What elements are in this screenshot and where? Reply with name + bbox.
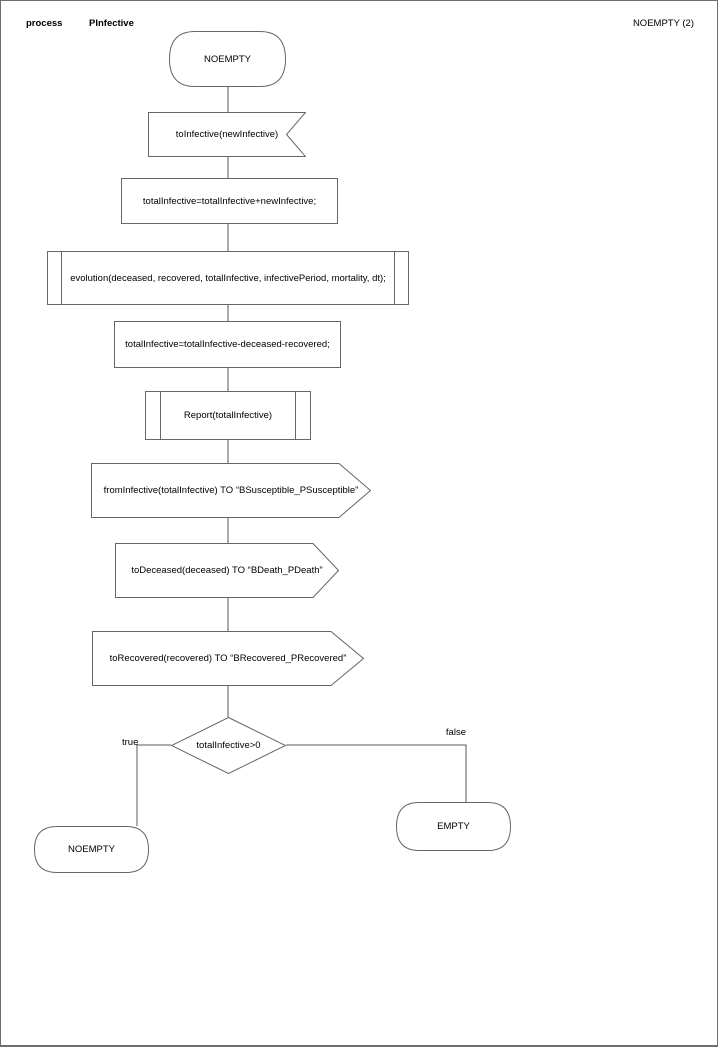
input-signal-label: toInfective(newInfective) (175, 129, 279, 140)
output-to-deceased-label: toDeceased(deceased) TO “BDeath_PDeath” (131, 565, 323, 576)
decision-node[interactable] (171, 717, 286, 774)
state-noempty-label: NOEMPTY (68, 844, 115, 855)
input-signal-node[interactable] (148, 112, 306, 157)
state-empty-label: EMPTY (437, 821, 470, 832)
task-decrease-label: totalInfective=totalInfective-deceased-recovered; (125, 339, 330, 350)
connector-branch-true (137, 745, 171, 826)
output-node-to-recovered[interactable] (92, 631, 364, 686)
diagram-kind-label: process (26, 18, 63, 29)
procedure-node-report[interactable] (145, 391, 311, 440)
output-from-infective-label: fromInfective(totalInfective) TO “BSusceptible_PSusceptible” (103, 485, 359, 496)
decision-condition-label: totalInfective>0 (196, 740, 261, 751)
task-node-decrease[interactable] (114, 321, 341, 368)
state-page-label: NOEMPTY (2) (632, 18, 694, 29)
output-node-from-infective[interactable] (91, 463, 371, 518)
process-name-label: PInfective (89, 18, 134, 29)
connector-branch-false (286, 745, 466, 802)
branch-true-label: true (122, 737, 139, 748)
state-node-noempty[interactable] (34, 826, 149, 873)
procedure-node-evolution[interactable] (47, 251, 409, 305)
state-node-start[interactable] (169, 31, 286, 87)
task-accumulate-label: totalInfective=totalInfective+newInfective; (142, 195, 317, 207)
output-node-to-deceased[interactable] (115, 543, 339, 598)
branch-false-label: false (445, 727, 466, 738)
task-node-accumulate[interactable] (121, 178, 338, 224)
state-start-label: NOEMPTY (204, 53, 251, 65)
output-to-recovered-label: toRecovered(recovered) TO “BRecovered_PRecovered” (109, 653, 347, 664)
procedure-report-label: Report(totalInfective) (183, 410, 273, 421)
state-node-empty[interactable] (396, 802, 511, 851)
connector-layer (1, 1, 717, 1045)
procedure-evolution-label: evolution(deceased, recovered, totalInfective, infectivePeriod, mortality, dt); (70, 272, 386, 284)
